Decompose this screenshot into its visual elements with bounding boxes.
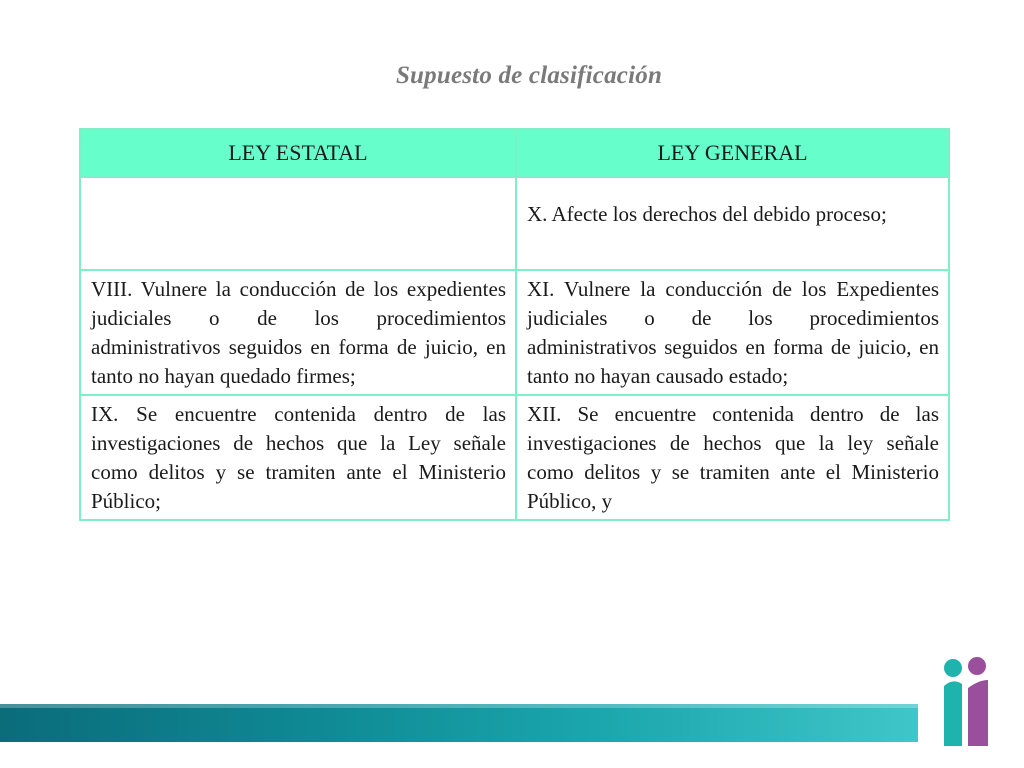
cell-text: XI. Vulnere la conducción de los Expedientes judiciales o de los procedimientos administrativos seguidos en forma de juicio, en tanto no hayan causado estado; [527,277,939,388]
table-row [80,395,949,520]
table-cell-estatal [80,270,516,395]
cell-text [91,182,506,200]
table-row [80,270,949,395]
table-cell-general [516,177,949,270]
column-header-ley-estatal: LEY ESTATAL [80,129,516,177]
table-cell-general [516,395,949,520]
column-header-ley-general: LEY GENERAL [516,129,949,177]
table-row [80,177,949,270]
cell-text: IX. Se encuentre contenida dentro de las investigaciones de hechos que la Ley señale como delitos y se tramiten ante el Ministerio Público; [91,402,506,513]
table-cell-estatal [80,395,516,520]
table-cell-estatal [80,177,516,270]
footer-bar [0,704,918,742]
institutional-logo-icon [935,652,995,748]
table-header-row [80,129,949,177]
cell-text: VIII. Vulnere la conducción de los expedientes judiciales o de los procedimientos administrativos seguidos en forma de juicio, en tanto no hayan quedado firmes; [91,277,506,388]
cell-text: XII. Se encuentre contenida dentro de las investigaciones de hechos que la ley señale como delitos y se tramiten ante el Ministerio Público, y [527,402,939,513]
table-cell-general [516,270,949,395]
classification-table [79,128,950,521]
cell-text: X. Afecte los derechos del debido proceso; [527,202,887,226]
page-title: Supuesto de clasificación [395,62,663,89]
